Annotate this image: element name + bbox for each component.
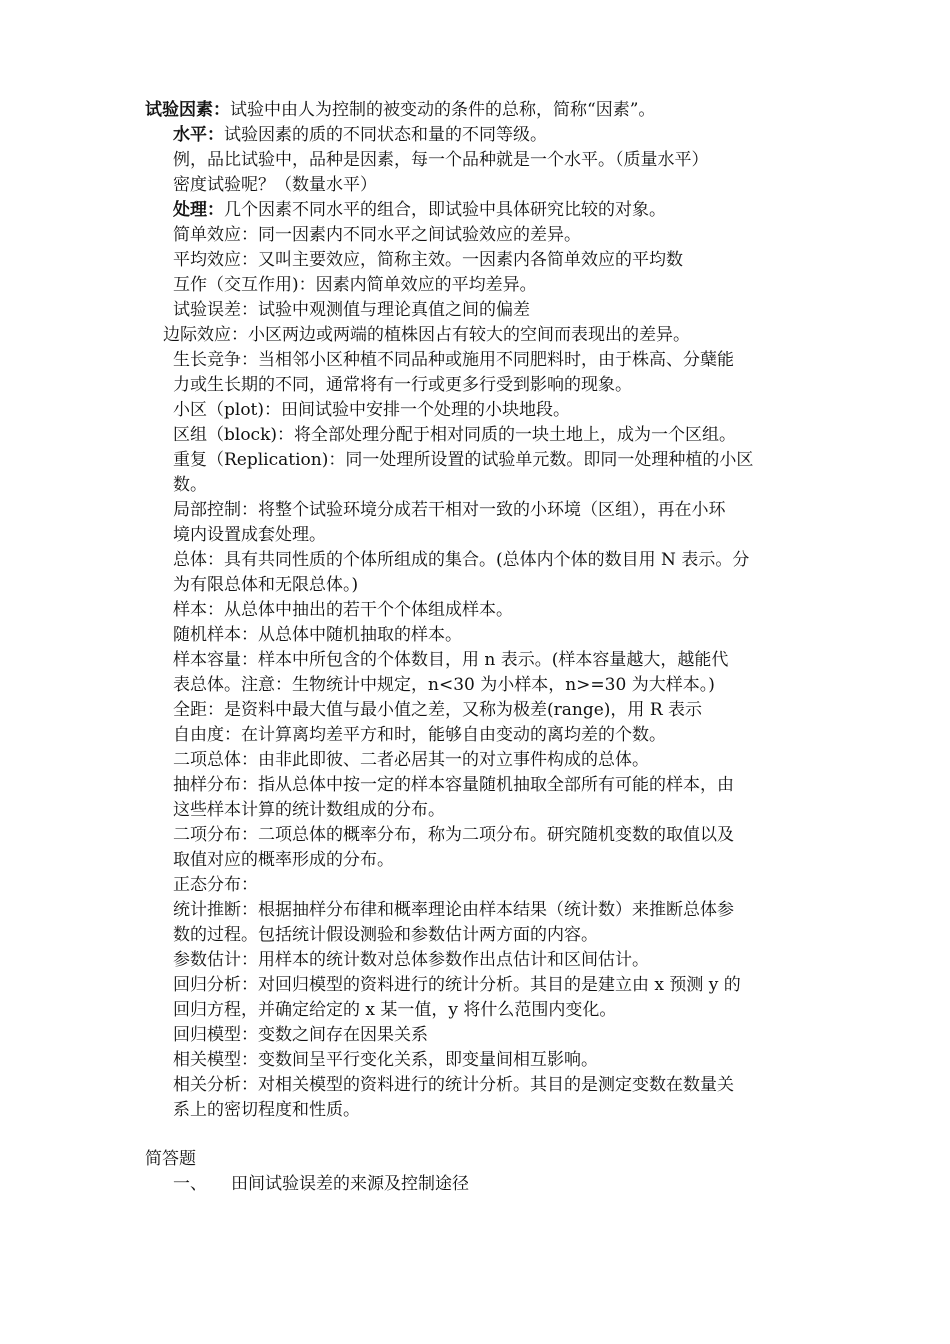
text-line: 二项分布：二项总体的概率分布，称为二项分布。研究随机变数的取值以及 [173, 825, 734, 845]
definition-line: 水平：试验因素的质的不同状态和量的不同等级。 [173, 125, 547, 145]
text-line: 局部控制：将整个试验环境分成若干相对一致的小环境（区组），再在小环 [173, 500, 726, 520]
text-line: 回归方程，并确定给定的 x 某一值，y 将什么范围内变化。 [173, 1000, 617, 1020]
term-label: 水平 [173, 125, 207, 145]
text-line: 生长竞争：当相邻小区种植不同品种或施用不同肥料时，由于株高、分蘖能 [173, 350, 734, 370]
text-line: 数。 [173, 475, 207, 495]
text-line: 系上的密切程度和性质。 [173, 1100, 360, 1120]
text-line: 力或生长期的不同，通常将有一行或更多行受到影响的现象。 [173, 375, 632, 395]
text-line: 表总体。注意：生物统计中规定，n<30 为小样本，n>=30 为大样本。) [173, 675, 715, 695]
definition-text: 试验因素的质的不同状态和量的不同等级。 [224, 125, 547, 145]
text-line: 抽样分布：指从总体中按一定的样本容量随机抽取全部所有可能的样本，由 [173, 775, 734, 795]
text-line: 边际效应：小区两边或两端的植株因占有较大的空间而表现出的差异。 [163, 325, 690, 345]
question-text: 田间试验误差的来源及控制途径 [231, 1174, 469, 1194]
text-line: 区组（block)：将全部处理分配于相对同质的一块土地上，成为一个区组。 [173, 425, 737, 445]
text-line: 回归模型：变数之间存在因果关系 [173, 1025, 428, 1045]
text-line: 这些样本计算的统计数组成的分布。 [173, 800, 445, 820]
definition-text: 几个因素不同水平的组合，即试验中具体研究比较的对象。 [224, 200, 666, 220]
text-line: 重复（Replication)：同一处理所设置的试验单元数。即同一处理种植的小区 [173, 450, 754, 470]
text-line: 取值对应的概率形成的分布。 [173, 850, 394, 870]
term-label: 处理 [173, 200, 207, 220]
definition-line: 处理：几个因素不同水平的组合，即试验中具体研究比较的对象。 [173, 200, 666, 220]
text-line: 样本容量：样本中所包含的个体数目，用 n 表示。(样本容量越大，越能代 [173, 650, 729, 670]
text-line: 统计推断：根据抽样分布律和概率理论由样本结果（统计数）来推断总体参 [173, 900, 734, 920]
text-line: 随机样本：从总体中随机抽取的样本。 [173, 625, 462, 645]
text-line: 全距：是资料中最大值与最小值之差，又称为极差(range)，用 R 表示 [173, 700, 703, 720]
text-line: 平均效应：又叫主要效应，简称主效。一因素内各简单效应的平均数 [173, 250, 683, 270]
text-line: 自由度：在计算离均差平方和时，能够自由变动的离均差的个数。 [173, 725, 666, 745]
text-line: 密度试验呢？（数量水平） [173, 175, 377, 195]
question-number: 一、 [173, 1174, 207, 1194]
text-line: 境内设置成套处理。 [173, 525, 326, 545]
text-line: 总体：具有共同性质的个体所组成的集合。(总体内个体的数目用 N 表示。分 [173, 550, 750, 570]
term-label: 试验因素 [145, 100, 213, 120]
text-line: 数的过程。包括统计假设测验和参数估计两方面的内容。 [173, 925, 598, 945]
text-line: 试验误差：试验中观测值与理论真值之间的偏差 [173, 300, 530, 320]
definition-line: 试验因素：试验中由人为控制的被变动的条件的总称，简称“因素”。 [145, 100, 656, 120]
text-line: 为有限总体和无限总体。) [173, 575, 359, 595]
text-line: 互作（交互作用)：因素内简单效应的平均差异。 [173, 275, 537, 295]
question-item [173, 1172, 469, 1196]
text-line: 回归分析：对回归模型的资料进行的统计分析。其目的是建立由 x 预测 y 的 [173, 975, 741, 995]
text-line: 正态分布： [173, 875, 258, 895]
text-line: 二项总体：由非此即彼、二者必居其一的对立事件构成的总体。 [173, 750, 649, 770]
text-line: 相关模型：变数间呈平行变化关系，即变量间相互影响。 [173, 1050, 598, 1070]
section-title: 简答题 [145, 1149, 196, 1169]
text-line: 简单效应：同一因素内不同水平之间试验效应的差异。 [173, 225, 581, 245]
text-line: 例，品比试验中，品种是因素，每一个品种就是一个水平。（质量水平） [173, 150, 709, 170]
definition-text: 试验中由人为控制的被变动的条件的总称，简称“因素”。 [230, 100, 656, 120]
text-line: 小区（plot)：田间试验中安排一个处理的小块地段。 [173, 400, 571, 420]
text-line: 参数估计：用样本的统计数对总体参数作出点估计和区间估计。 [173, 950, 649, 970]
text-line: 相关分析：对相关模型的资料进行的统计分析。其目的是测定变数在数量关 [173, 1075, 734, 1095]
text-line: 样本：从总体中抽出的若干个个体组成样本。 [173, 600, 513, 620]
